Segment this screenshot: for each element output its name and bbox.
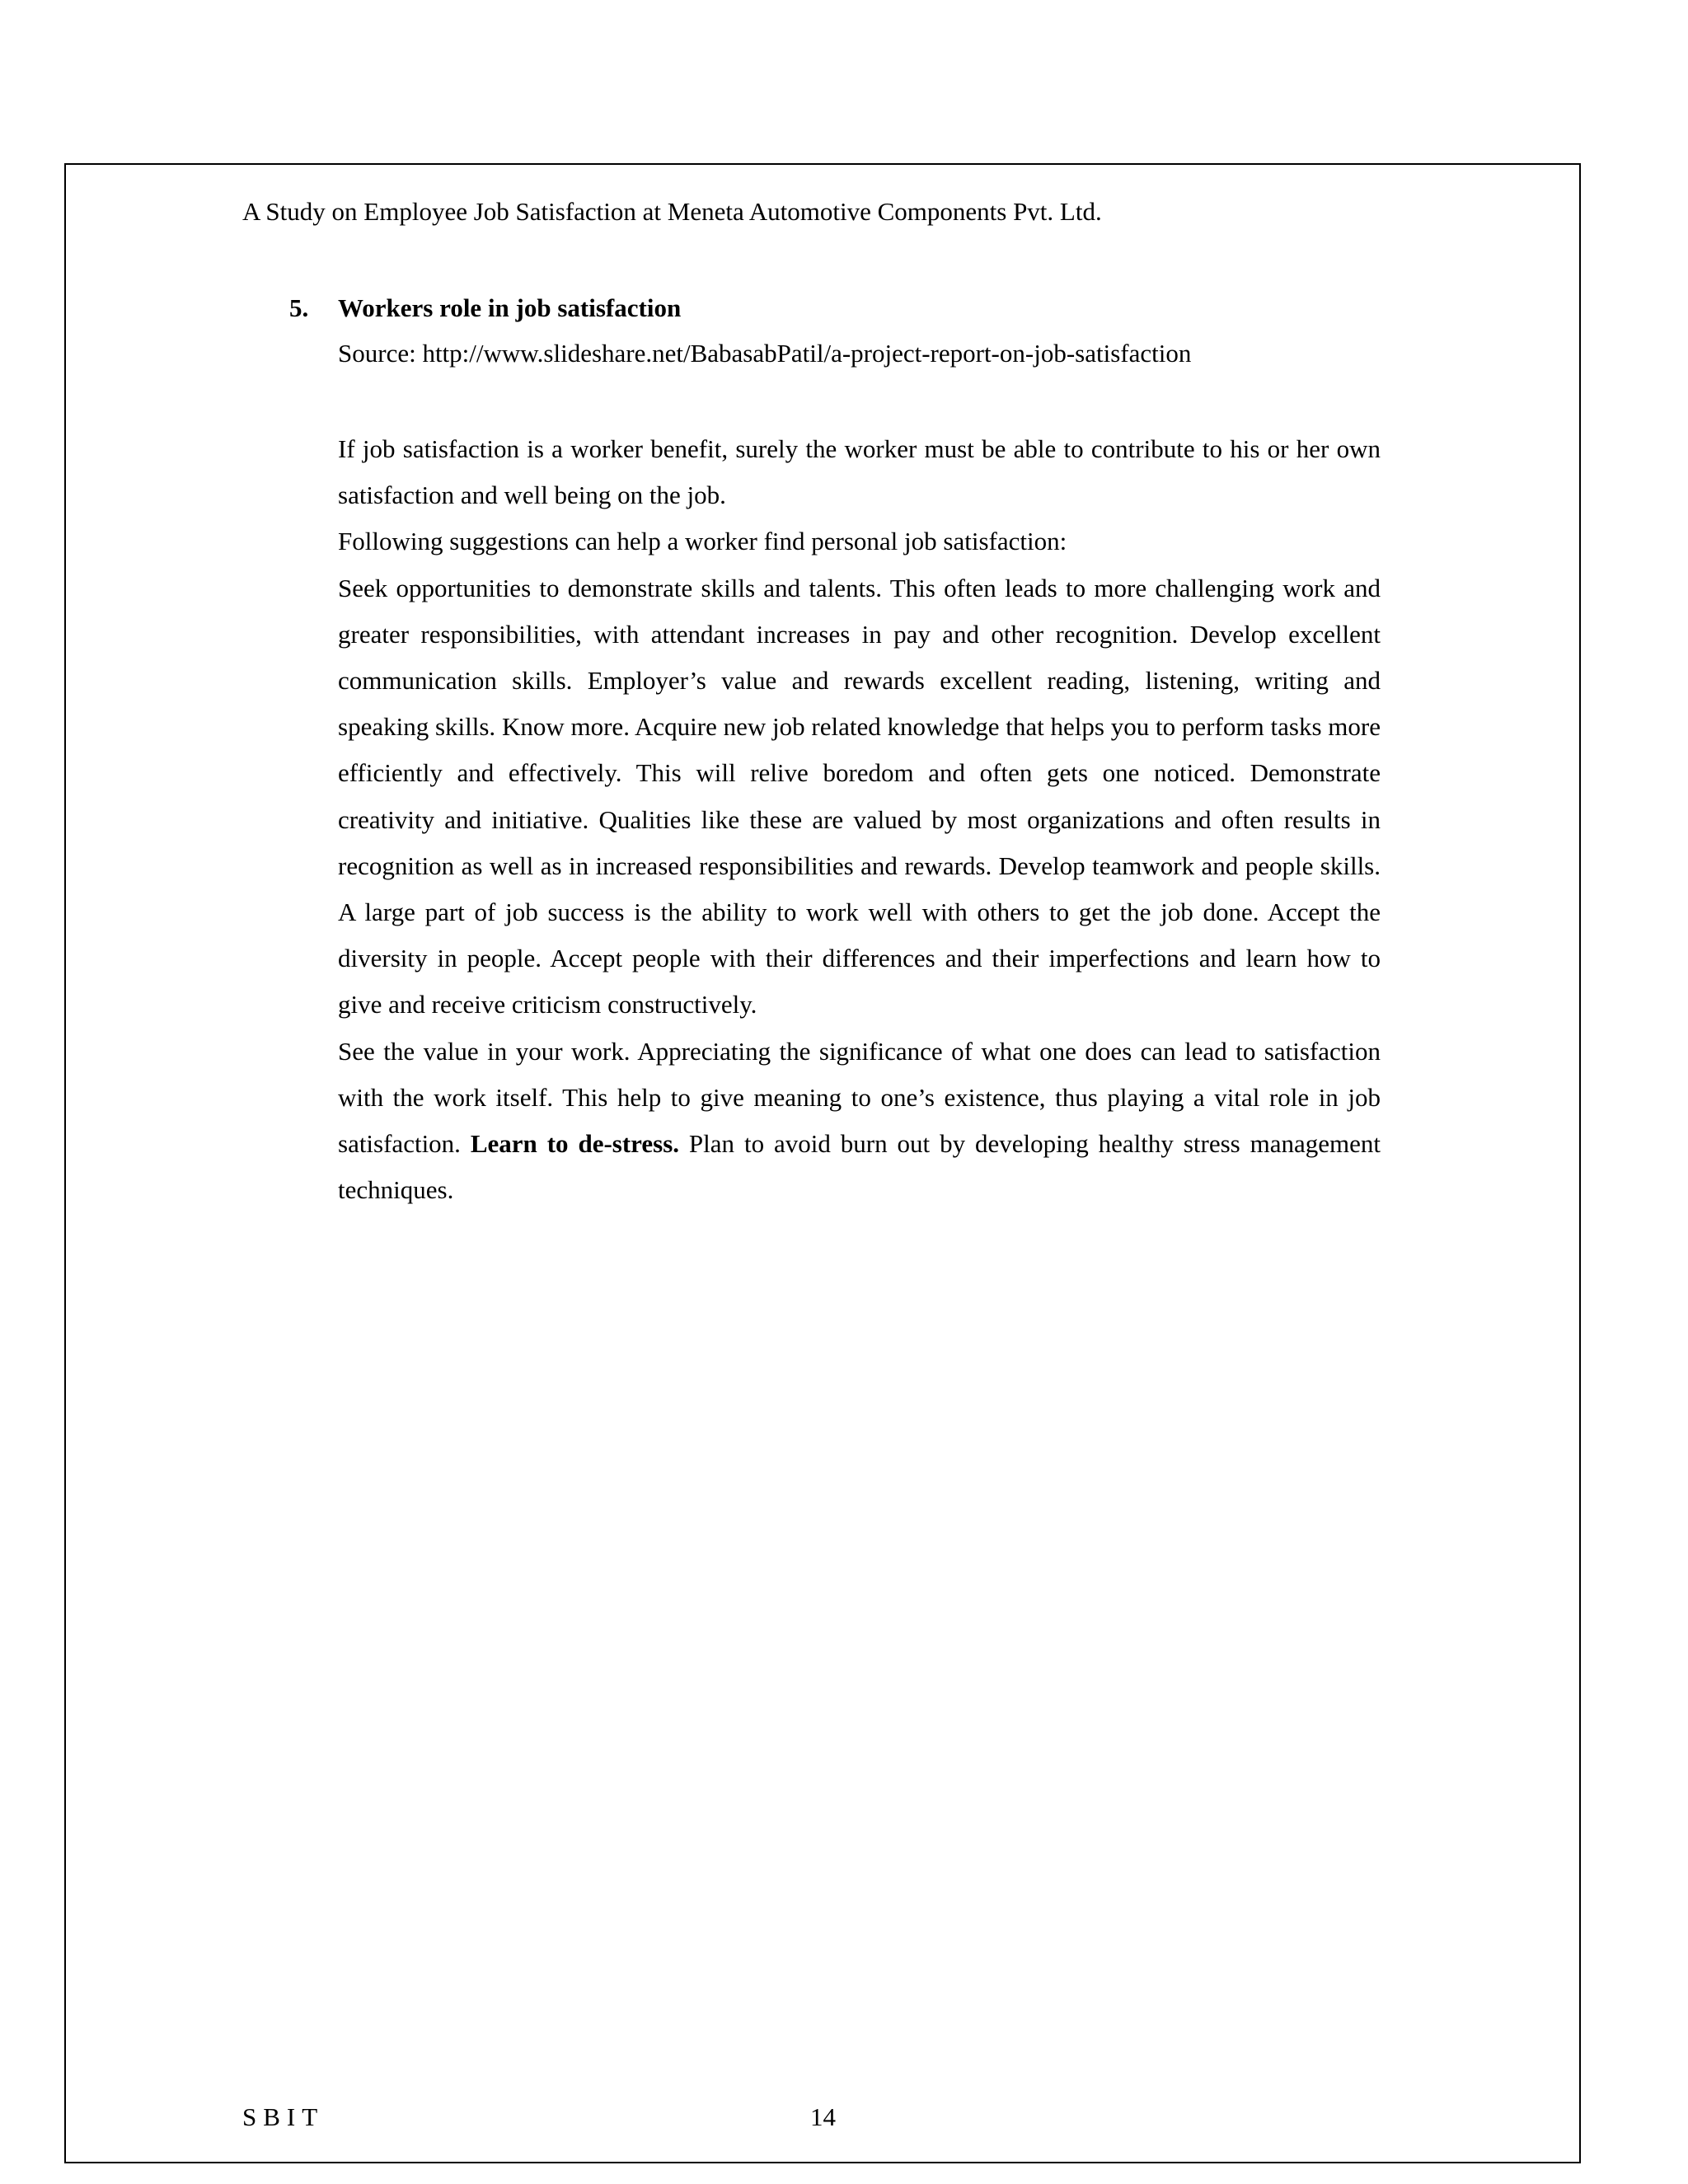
paragraph-value-of-work: [338, 1029, 1381, 1214]
paragraph-value-text: See the value in your work. Appreciating the significance of what one does can lead to satisfaction with the work itself. This help to give meaning to one’s existence, thus playing a vital role in job satisfaction.: [338, 1036, 1381, 1159]
section-title: Workers role in job satisfaction: [338, 293, 682, 322]
running-header: A Study on Employee Job Satisfaction at Meneta Automotive Components Pvt. Ltd.: [242, 197, 1102, 226]
page-number: 14: [810, 2102, 836, 2131]
paragraph-intro: If job satisfaction is a worker benefit, surely the worker must be able to contribute to his or her own satisfaction and well being on the job.: [338, 434, 1381, 510]
source-citation: Source: http://www.slideshare.net/BabasabPatil/a-project-report-on-job-satisfaction: [338, 339, 1192, 368]
paragraph-suggestions-lead: Following suggestions can help a worker find personal job satisfaction:: [338, 527, 1067, 556]
learn-to-destress-emphasis: Learn to de-stress.: [470, 1129, 680, 1159]
body-text: [338, 426, 1381, 1213]
section-heading: [289, 288, 681, 328]
section-number: 5.: [289, 293, 309, 322]
footer-institution: SBIT: [242, 2102, 325, 2131]
paragraph-suggestions: Seek opportunities to demonstrate skills and talents. This often leads to more challenging work and greater responsibilities, with attendant increases in pay and other recognition. Develop excellent communication skills. Employer’s value and rewards excellent reading, listening, writing and speaking skills. Know more. Acquire new job related knowledge that helps you to perform tasks more efficiently and effectively. This will relive boredom and often gets one noticed. Demonstrate creativity and initiative. Qualities like these are valued by most organizations and often results in recognition as well as in increased responsibilities and rewards. Develop teamwork and people skills. A large part of job success is the ability to work well with others to get the job done. Accept the diversity in people. Accept people with their differences and their imperfections and learn how to give and receive criticism constructively.: [338, 573, 1381, 1019]
paragraph-destress-text: Plan to avoid burn out by developing healthy stress management techniques.: [338, 1129, 1381, 1205]
